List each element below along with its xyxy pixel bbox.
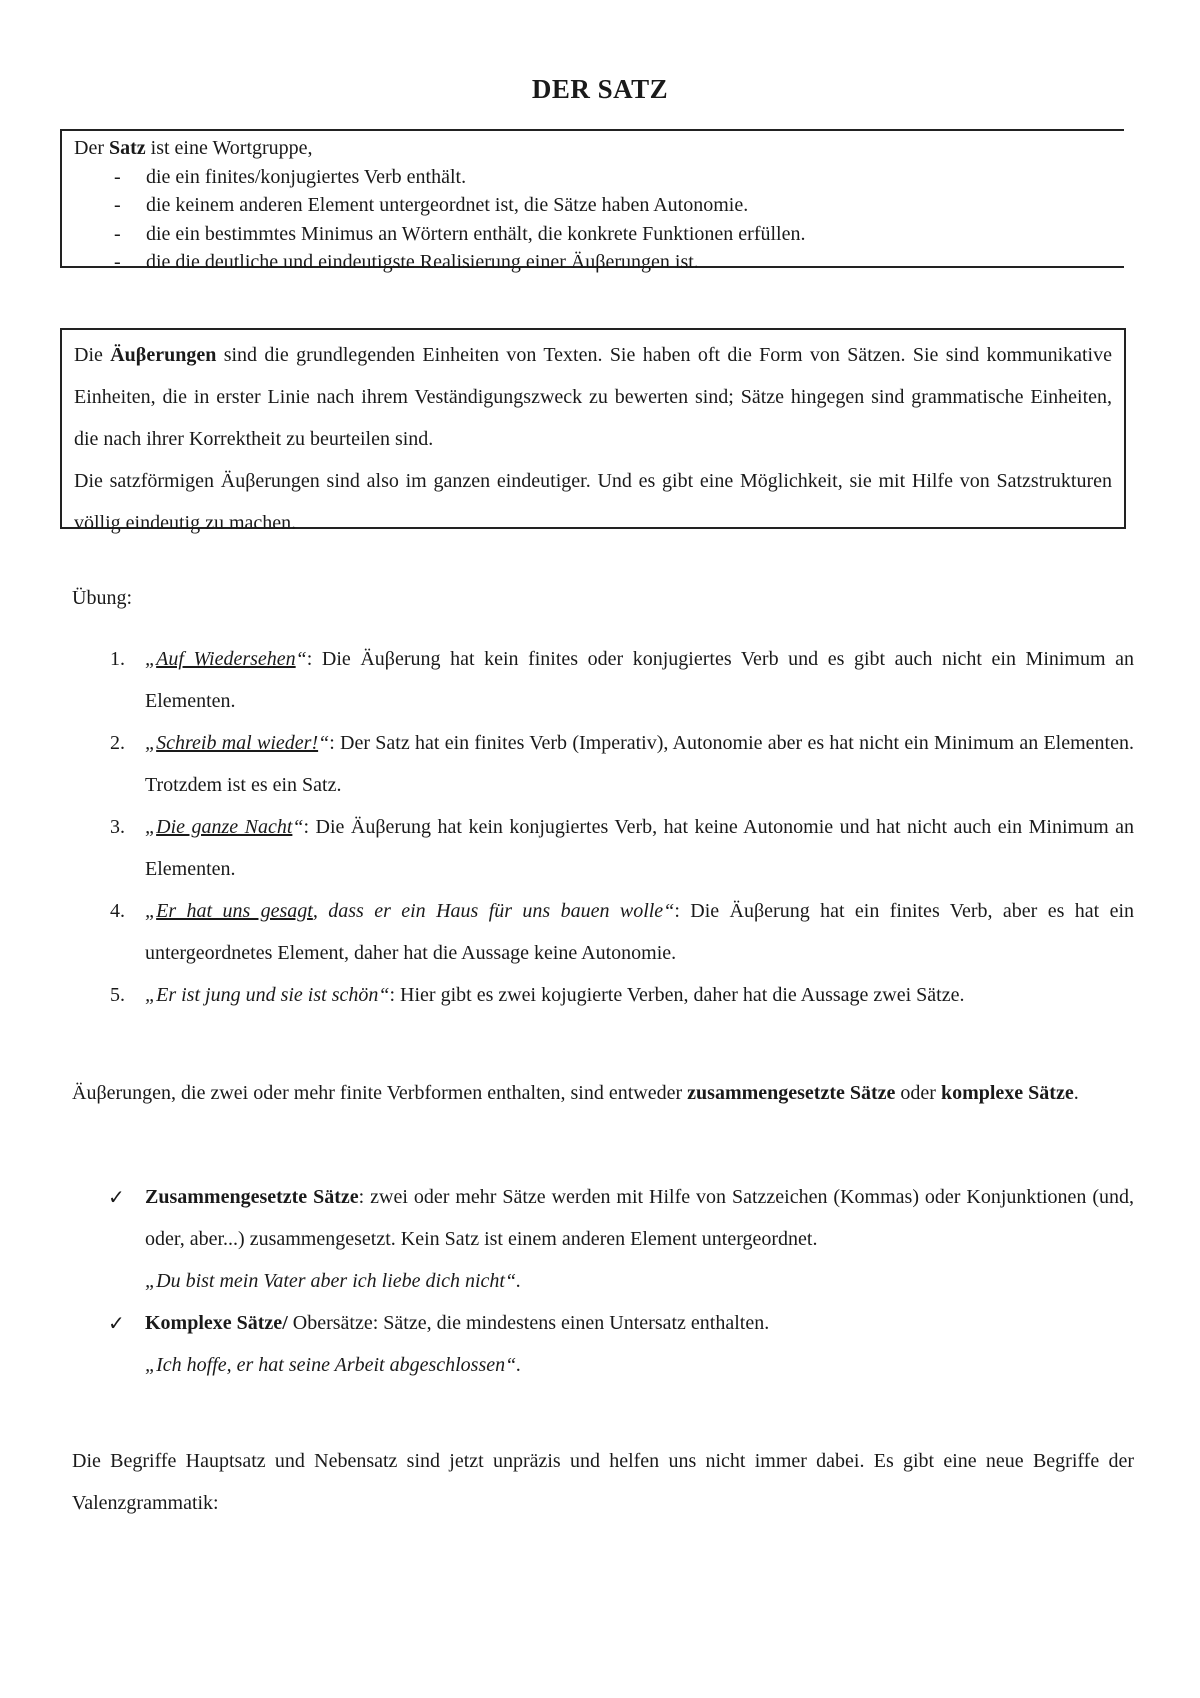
exercise-number: 2. bbox=[110, 732, 125, 754]
dash-marker: - bbox=[114, 165, 121, 188]
utterance-box bbox=[60, 328, 1126, 534]
exercise-text: : Hier gibt es zwei kojugierte Verben, daher hat die Aussage zwei Sätze. bbox=[389, 984, 965, 1006]
quote-open: „ bbox=[145, 732, 157, 754]
dash-marker: - bbox=[114, 222, 121, 245]
exercise-phrase bbox=[145, 648, 307, 670]
quote-open: „ bbox=[145, 984, 157, 1006]
utterance-p1-post: sind die grundlegenden Einheiten von Texten. Sie haben oft die Form von Sätzen. Sie sind kommunikative Einheiten, die in erster Linie nach ihrem Veständigungszweck zu bewerten sind; Sätze hingegen sind grammatische Einheiten, die nach ihrer Korrektheit zu beurteilen sind. bbox=[74, 344, 1112, 450]
exercise-heading: Übung: bbox=[72, 587, 132, 609]
utterance-p1-pre: Die bbox=[74, 344, 111, 366]
exercise-text: : Der Satz hat ein finites Verb (Imperativ), Autonomie aber es hat nicht ein Minimum an Elementen. Trotzdem ist es ein Satz. bbox=[145, 732, 1134, 796]
exercise-phrase bbox=[145, 732, 329, 754]
exercise-item bbox=[72, 806, 1134, 890]
exercise-phrase bbox=[145, 984, 389, 1006]
quote-close: “ bbox=[378, 984, 390, 1006]
exercise-item bbox=[72, 638, 1134, 722]
definition-intro-pre: Der bbox=[74, 137, 109, 159]
exercise-number: 3. bbox=[110, 816, 125, 838]
sentence-type-text: : zwei oder mehr Sätze werden mit Hilfe von Satzzeichen (Kommas) oder Konjunktionen (und, oder, aber...) zusammengesetzt. Kein Satz ist einem anderen Element untergeordnet. bbox=[145, 1186, 1134, 1250]
exercise-item bbox=[72, 722, 1134, 806]
definition-list bbox=[74, 163, 1124, 277]
check-icon: ✓ bbox=[108, 1185, 125, 1209]
sentence-type-example: „Ich hoffe, er hat seine Arbeit abgeschlossen“. bbox=[145, 1354, 522, 1376]
utterance-term: Äuβerungen bbox=[110, 344, 217, 366]
exercise-number: 5. bbox=[110, 984, 125, 1006]
exercise-text: : Die Äuβerung hat ein finites Verb, aber es hat ein untergeordnetes Element, daher hat die Aussage keine Autonomie. bbox=[145, 900, 1135, 964]
quote-open: „ bbox=[145, 648, 157, 670]
definition-box bbox=[60, 129, 1124, 273]
phrase-rest: Er ist jung und sie ist schön bbox=[156, 984, 379, 1006]
sentence-type-term: Zusammengesetzte Sätze bbox=[145, 1186, 359, 1208]
quote-close: “ bbox=[295, 648, 307, 670]
term-complex: komplexe Sätze bbox=[940, 1082, 1074, 1104]
list-item-text: die die deutliche und eindeutigste Realisierung einer Äuβerungen ist. bbox=[146, 251, 699, 273]
quote-open: „ bbox=[145, 816, 157, 838]
exercise-phrase bbox=[145, 816, 304, 838]
quote-close: “ bbox=[318, 732, 330, 754]
para1-pre: Äuβerungen, die zwei oder mehr finite Verbformen enthalten, sind entweder bbox=[72, 1082, 688, 1104]
utterance-paragraph-1 bbox=[74, 334, 1112, 460]
phrase-underlined: Auf Wiedersehen bbox=[156, 648, 296, 670]
page-title: DER SATZ bbox=[531, 74, 669, 104]
sentence-type-item bbox=[72, 1302, 1134, 1386]
quote-open: „ bbox=[145, 900, 157, 922]
definition-intro bbox=[74, 134, 1124, 163]
dash-marker: - bbox=[114, 194, 121, 216]
exercise-list bbox=[72, 638, 1134, 1016]
list-item bbox=[74, 191, 1124, 220]
definition-intro-post: ist eine Wortgruppe, bbox=[145, 137, 313, 159]
exercise-text: : Die Äuβerung hat kein finites oder konjugiertes Verb und es gibt auch nicht ein Minimum an Elementen. bbox=[145, 648, 1134, 712]
exercise-item bbox=[72, 974, 1134, 1016]
sentence-type-text: Obersätze: Sätze, die mindestens einen Untersatz enthalten. bbox=[287, 1312, 770, 1334]
list-item bbox=[74, 248, 1124, 277]
list-item-text: die keinem anderen Element untergeordnet ist, die Sätze haben Autonomie. bbox=[146, 194, 749, 216]
phrase-rest: , dass er ein Haus für uns bauen wolle bbox=[312, 900, 664, 922]
check-icon: ✓ bbox=[108, 1311, 125, 1335]
valency-paragraph: Die Begriffe Hauptsatz und Nebensatz sind jetzt unpräzis und helfen uns nicht immer dabei. Es gibt eine neue Begriffe der Valenzgrammatik: bbox=[72, 1450, 1134, 1514]
sentence-type-item bbox=[72, 1176, 1134, 1302]
sentence-type-term: Komplexe Sätze/ bbox=[145, 1312, 288, 1334]
list-item bbox=[74, 163, 1124, 192]
sentence-type-example: „Du bist mein Vater aber ich liebe dich nicht“. bbox=[145, 1270, 522, 1292]
quote-close: “ bbox=[663, 900, 675, 922]
quote-close: “ bbox=[292, 816, 304, 838]
dash-marker: - bbox=[114, 251, 121, 273]
term-compound: zusammengesetzte Sätze bbox=[687, 1082, 896, 1104]
sentence-type-list bbox=[72, 1176, 1134, 1386]
para1-mid: oder bbox=[895, 1082, 941, 1104]
phrase-underlined: Er hat uns gesagt bbox=[156, 900, 313, 922]
exercise-phrase bbox=[145, 900, 674, 922]
list-item bbox=[74, 220, 1124, 249]
list-item-text: die ein finites/konjugiertes Verb enthält. bbox=[146, 165, 467, 188]
utterance-paragraph-2: Die satzförmigen Äuβerungen sind also im ganzen eindeutiger. Und es gibt eine Möglichkeit, sie mit Hilfe von Satzstrukturen völlig eindeutig zu machen. bbox=[74, 470, 1112, 534]
compound-complex-paragraph bbox=[72, 1072, 1134, 1114]
exercise-text: : Die Äuβerung hat kein konjugiertes Verb, hat keine Autonomie und hat nicht auch ein Minimum an Elementen. bbox=[145, 816, 1134, 880]
definition-term: Satz bbox=[108, 137, 146, 159]
phrase-underlined: Schreib mal wieder! bbox=[156, 732, 319, 754]
exercise-item bbox=[72, 890, 1134, 974]
list-item-text: die ein bestimmtes Minimus an Wörtern enthält, die konkrete Funktionen erfüllen. bbox=[146, 222, 806, 245]
phrase-underlined: Die ganze Nacht bbox=[156, 816, 293, 838]
exercise-number: 1. bbox=[110, 648, 125, 670]
exercise-number: 4. bbox=[110, 900, 125, 922]
para1-post: . bbox=[1073, 1082, 1079, 1104]
